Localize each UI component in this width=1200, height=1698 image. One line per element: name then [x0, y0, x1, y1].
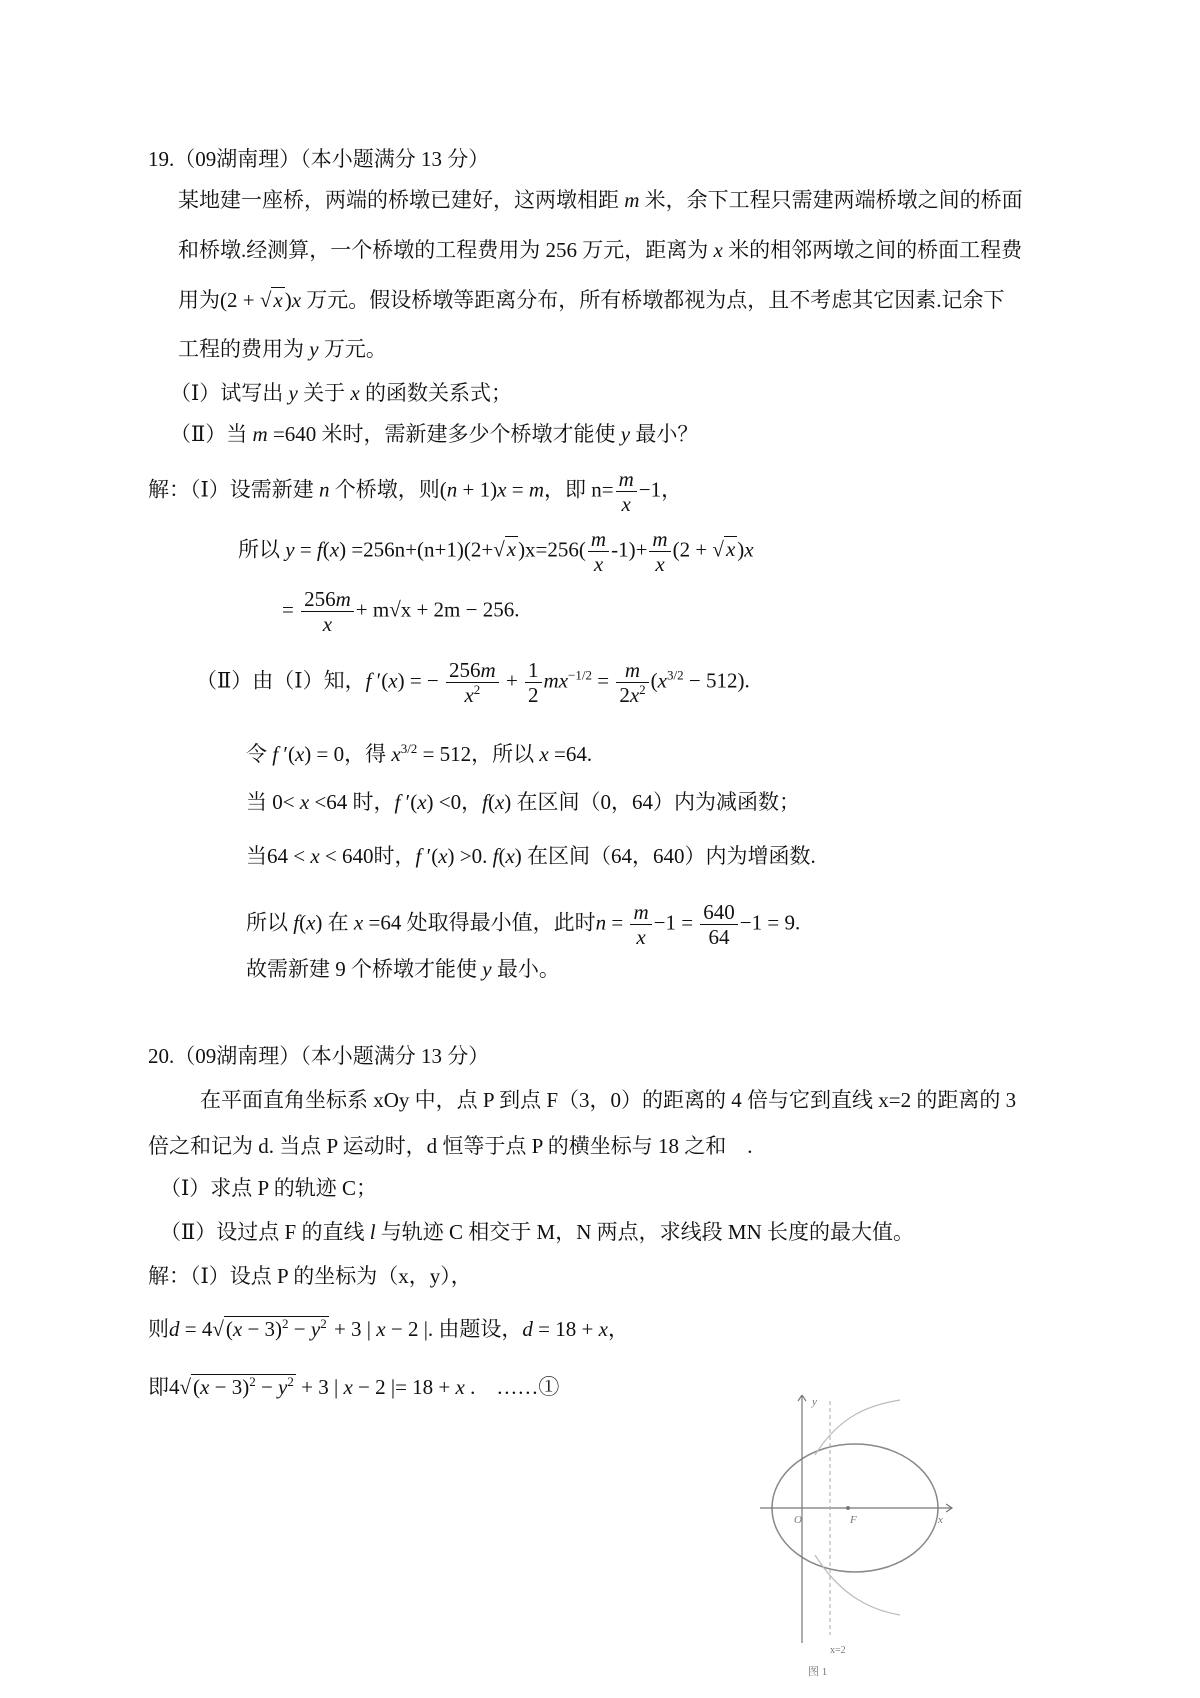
- directrix-label: x=2: [830, 1645, 846, 1656]
- q20-solution-line1: 解：（Ⅰ）设点 P 的坐标为（x，y），: [148, 1264, 472, 1288]
- q19-solution-line3: = $\frac{256m}{x}$ + m√x + 2m − 256.: [282, 587, 520, 636]
- focus-point: [846, 1506, 850, 1510]
- y-axis-label: y: [812, 1396, 817, 1408]
- q19-intro-line1: 某地建一座桥，两端的桥墩已建好，这两墩相距 m 米，余下工程只需建两端桥墩之间的桥面: [178, 188, 1023, 212]
- q20-solution-line3: 即$4√(x - 3)^2 - y^2 + 3$ | x − 2 |= 18 + x . ……①: [148, 1374, 560, 1399]
- q19-intro-line3: 用为(2 + √x)x 万元。假设桥墩等距离分布，所有桥墩都视为点，且不考虑其它因素.记余下: [178, 288, 1005, 312]
- q19-solution-line1: 解：（Ⅰ）设需新建 n 个桥墩，则(n + 1)x = m，即 n= $\frac{m}{x}$ −1，: [148, 467, 683, 516]
- q20-part1: （Ⅰ）求点 P 的轨迹 C；: [160, 1176, 377, 1200]
- q19-solution-line8: 所以 f(x) 在 x =64 处取得最小值，此时n = $\frac{m}{x}$ −1 = $\frac{640}{64}$ −1 = 9.: [246, 900, 801, 949]
- q19-intro-line4: 工程的费用为 y 万元。: [178, 337, 387, 361]
- hyperbola-lower-branch: [815, 1555, 900, 1615]
- origin-label: O: [794, 1514, 802, 1526]
- q19-solution-line2: 所以 y = f(x) =256n+(n+1)(2+√x)x=256( $\frac{m}{x}$ -1)+ $\frac{m}{x}$ (2 + √x)x: [238, 527, 754, 576]
- q19-solution-line5: 令 f ′(x) = 0，得 $x^{3/2} = 512$，所以 x =64.: [246, 741, 593, 766]
- q19-intro-line2: 和桥墩.经测算，一个桥墩的工程费用为 256 万元，距离为 x 米的相邻两墩之间的桥面工程费: [178, 238, 1023, 262]
- q19-solution-line7: 当64 < x < 640时，f ′(x) >0. f(x) 在区间（64，640）内为增函数.: [246, 844, 816, 868]
- trajectory-figure: [760, 1395, 960, 1680]
- q20-intro-line2: 倍之和记为 d. 当点 P 运动时，d 恒等于点 P 的横坐标与 18 之和 .: [148, 1134, 753, 1158]
- x-axis-label: x: [938, 1514, 943, 1526]
- q19-solution-line4: （Ⅱ）由（Ⅰ）知，f ′(x) = − $\frac{256m}{x^2}$ + $\frac{1}{2}$ $mx^{-1/2}$ = $\frac{m}{2x^2}$ $(x^{3/2} - 512)$.: [196, 658, 750, 707]
- focus-label: F: [850, 1514, 857, 1526]
- q20-intro-line1: 在平面直角坐标系 xOy 中，点 P 到点 F（3，0）的距离的 4 倍与它到直线 x=2 的距离的 3: [200, 1088, 1017, 1112]
- q19-solution-line6: 当 0< x <64 时，f ′(x) <0，f(x) 在区间（0，64）内为减函数；: [246, 790, 801, 814]
- q20-solution-line2: 则$d = 4√(x - 3)^2 - y^2 + 3$ | x − 2 |. 由题设，d = 18 + x，: [148, 1316, 629, 1341]
- q19-header: 19.（09湖南理）（本小题满分 13 分）: [148, 147, 490, 171]
- q20-part2: （Ⅱ）设过点 F 的直线 l 与轨迹 C 相交于 M，N 两点，求线段 MN 长度的最大值。: [160, 1220, 914, 1244]
- q19-solution-line9: 故需新建 9 个桥墩才能使 y 最小。: [246, 957, 560, 981]
- q19-part1: （Ⅰ）试写出 y 关于 x 的函数关系式；: [170, 381, 512, 405]
- q19-part2: （Ⅱ）当 m =640 米时，需新建多少个桥墩才能使 y 最小？: [170, 422, 699, 446]
- q20-header: 20.（09湖南理）（本小题满分 13 分）: [148, 1044, 490, 1068]
- figure-caption: 图 1: [808, 1666, 828, 1678]
